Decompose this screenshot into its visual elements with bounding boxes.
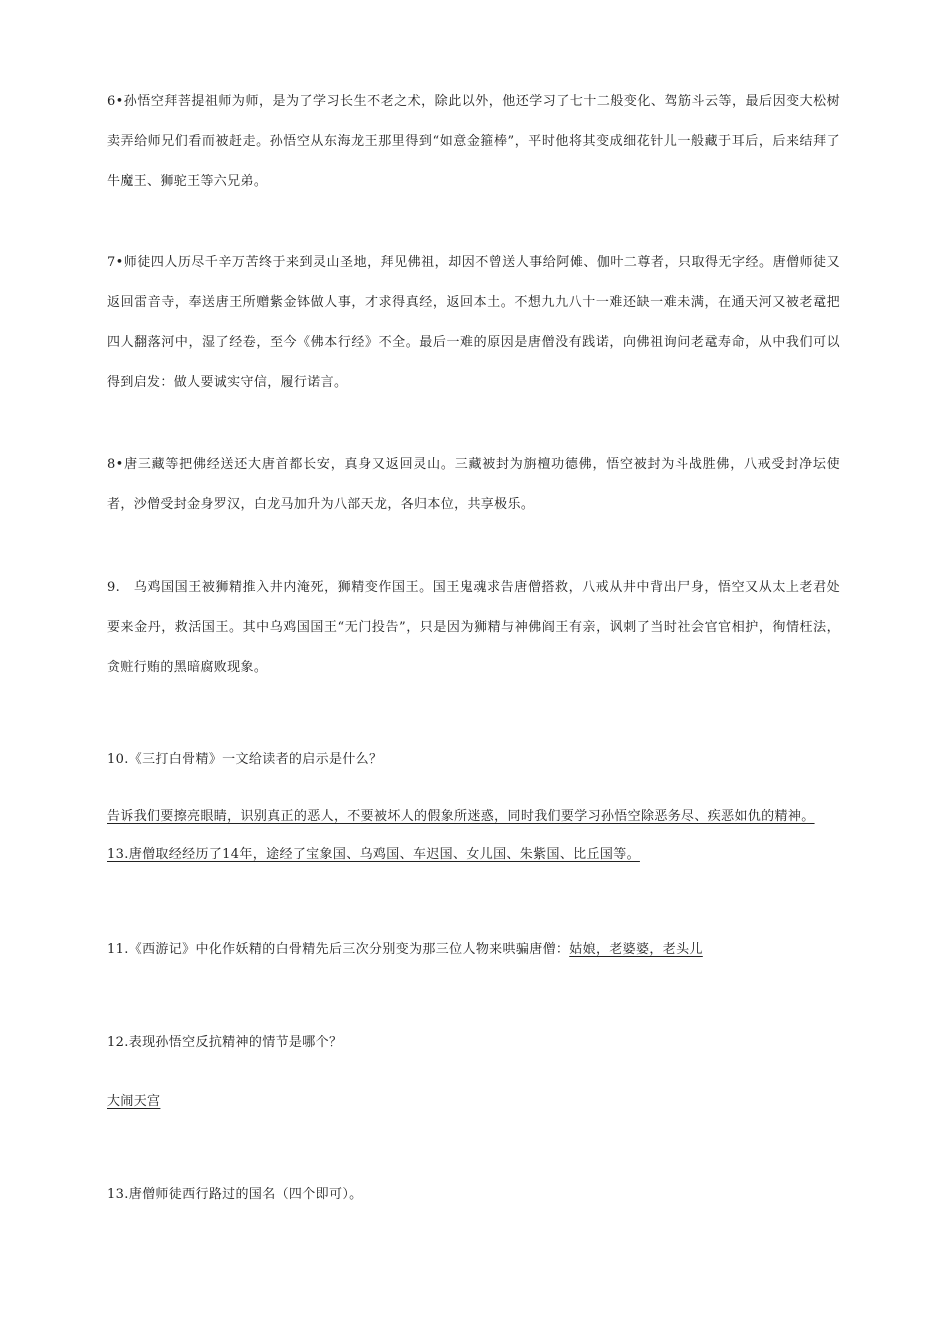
paragraph-q6: 6•孙悟空拜菩提祖师为师，是为了学习长生不老之术，除此以外，他还学习了七十二般变化、驾筋斗云等，最后因变大松树卖弄给师兄们看而被赶走。孙悟空从东海龙王那里得到“如意金箍棒”，平时他将其变成细花针儿一般藏于耳后，后来结拜了牛魔王、狮驼王等六兄弟。 [107,94,840,189]
question-13: 13.唐僧师徒西行路过的国名（四个即可）。 [107,1187,363,1202]
question-11 [107,940,703,960]
paragraph-q8: 8•唐三藏等把佛经送还大唐首都长安，真身又返回灵山。三藏被封为旃檀功德佛，悟空被封为斗战胜佛，八戒受封净坛使者，沙僧受封金身罗汉，白龙马加升为八部天龙，各归本位，共享极乐。 [107,457,840,512]
answer-10: 告诉我们要擦亮眼睛，识别真正的恶人，不要被坏人的假象所迷惑，同时我们要学习孙悟空除恶务尽、疾恶如仇的精神。 [107,809,815,824]
answer-13-route [107,845,640,865]
answer-11: 姑娘，老婆婆，老头儿 [569,942,703,957]
paragraph-q7: 7•师徒四人历尽千辛万苦终于来到灵山圣地，拜见佛祖，却因不曾送人事给阿傩、伽叶二尊者，只取得无字经。唐僧师徒又返回雷音寺，奉送唐王所赠紫金钵做人事，才求得真经，返回本土。不想九九八十一难还缺一难未满，在通天河又被老鼋把四人翻落河中，湿了经卷，至今《佛本行经》不全。最后一难的原因是唐僧没有践诺，向佛祖询问老鼋寿命，从中我们可以得到启发：做人要诚实守信，履行诺言。 [107,255,840,390]
question-11-text: 11.《西游记》中化作妖精的白骨精先后三次分别变为那三位人物来哄骗唐僧： [107,942,570,957]
answer-13-route-text: 13.唐僧取经经历了14年，途经了宝象国、乌鸡国、车迟国、女儿国、朱紫国、比丘国等。 [107,847,640,862]
question-10: 10.《三打白骨精》一文给读者的启示是什么？ [107,752,383,767]
paragraph-q9: 9. 乌鸡国国王被狮精推入井内淹死，狮精变作国王。国王鬼魂求告唐僧搭救，八戒从井中背出尸身，悟空又从太上老君处要来金丹，救活国王。其中乌鸡国国王“无门投告”，只是因为狮精与神佛阎王有亲，讽刺了当时社会官官相护，徇情枉法，贪赃行贿的黑暗腐败现象。 [107,580,840,675]
answer-12: 大闹天宫 [107,1094,161,1109]
question-12: 12.表现孙悟空反抗精神的情节是哪个？ [107,1035,343,1050]
